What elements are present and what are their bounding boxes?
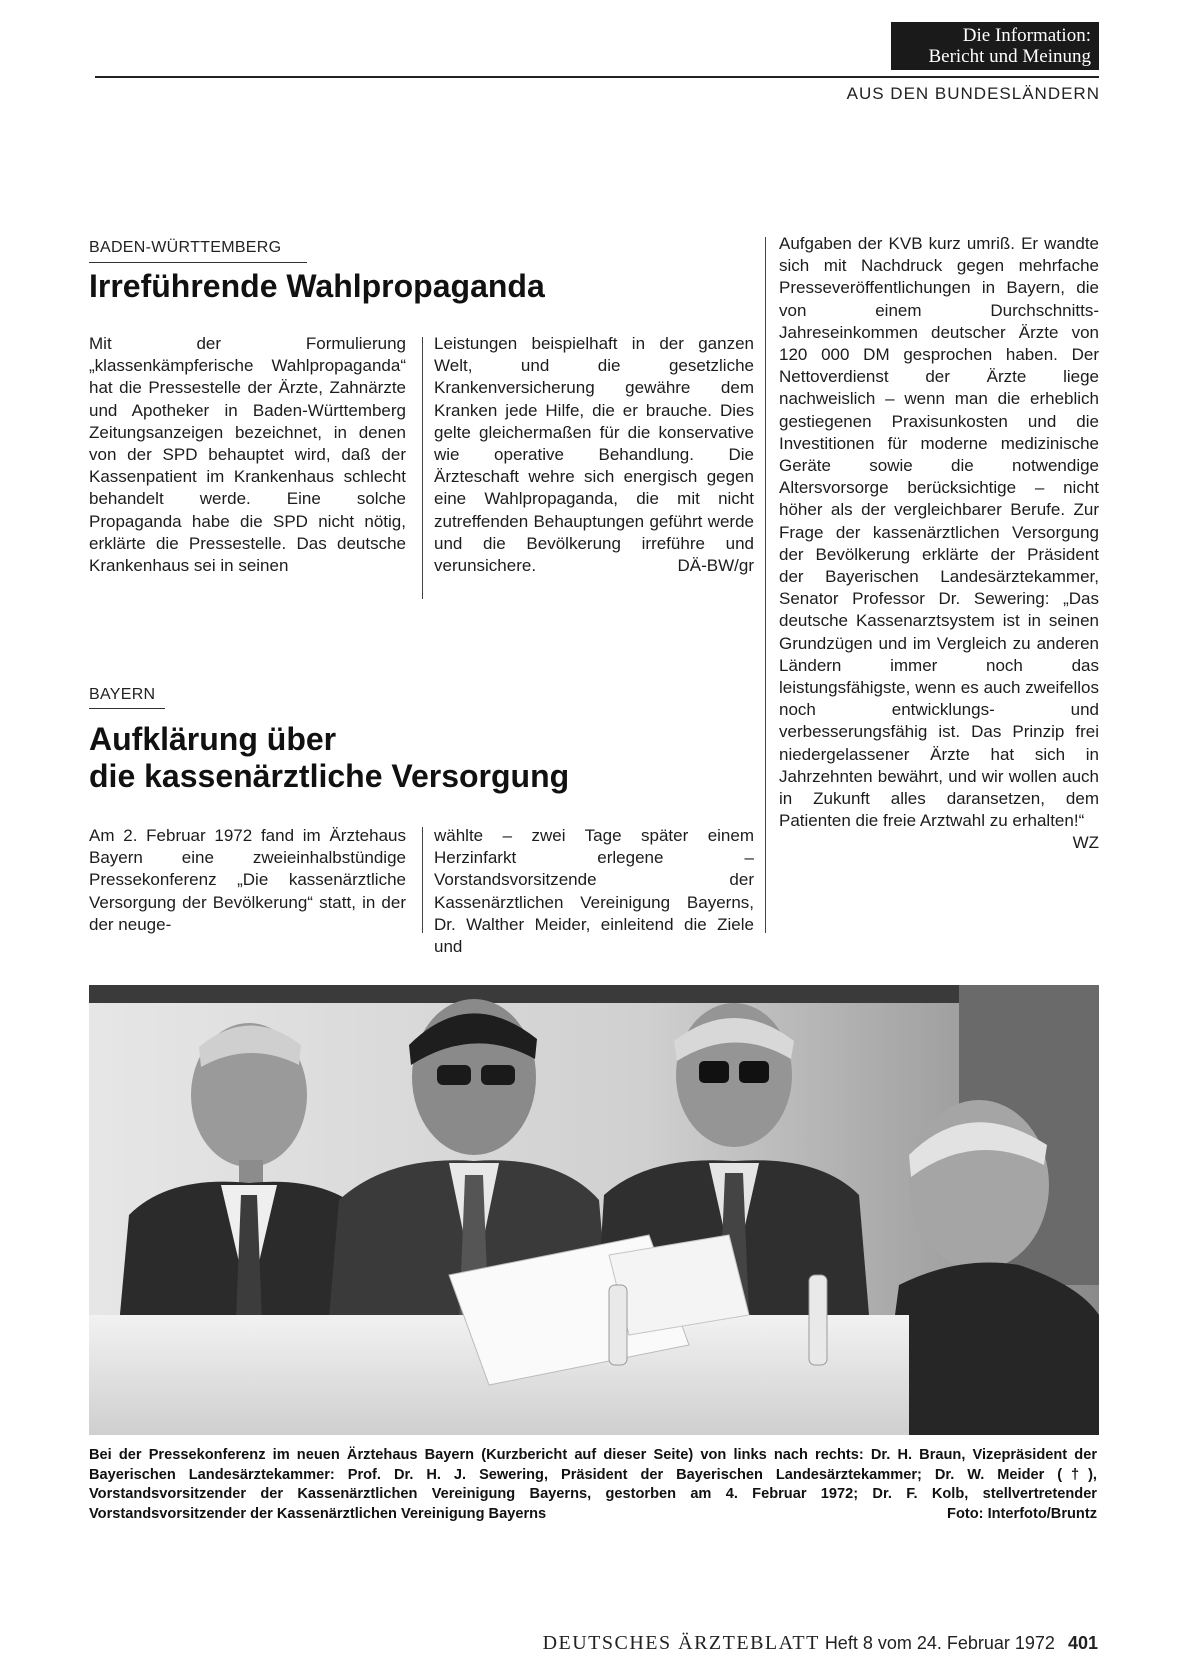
photo-caption bbox=[89, 1446, 1097, 1524]
article1-signature: DÄ-BW/gr bbox=[677, 556, 754, 576]
article2-signature: WZ bbox=[1072, 833, 1099, 853]
article1-column-divider bbox=[422, 337, 423, 599]
article2-headline bbox=[89, 721, 729, 795]
section-badge-line1: Die Information: bbox=[962, 25, 1091, 46]
article2-headline-line1: Aufklärung über bbox=[89, 721, 337, 757]
article1-headline: Irreführende Wahlpropaganda bbox=[89, 268, 545, 304]
photo-credit: Foto: Interfoto/Bruntz bbox=[947, 1505, 1097, 1522]
article1-column-2-text: Leistungen beispielhaft in der ganzen Welt, und die gesetzliche Krankenversicherung gewähre dem Kranken jede Hilfe, die er brauche. Dies gelte gleichermaßen für die konservative wie operative Behandlung. Die Ärzteschaft wehre sich energisch gegen eine Wahlpropaganda, die mit nicht zutreffenden Behauptungen geführt werde und die Bevölkerung irreführe und verunsichere. bbox=[434, 334, 754, 576]
article2-column-3-text: Aufgaben der KVB kurz umriß. Er wandte sich mit Nachdruck gegen mehrfache Presseveröffentlichungen in Bayern, die von einem Durchschnitts-Jahreseinkommen deutscher Ärzte von 120 000 DM gesprochen haben. Der Nettoverdienst der Ärzte liege nachweislich – wenn man die erheblich gestiegenen Praxisunkosten und die Investitionen für moderne medizinische Geräte sowie die notwendige Altersvorsorge berücksichtige – nicht höher als der vergleichbarer Berufe. Zur Frage der kassenärztlichen Versorgung der Bevölkerung erklärte der Präsident der Bayerischen Landesärztekammer, Senator Professor Dr. Sewering: „Das deutsche Kassenarztsystem ist in seinen Grundzügen und im Vergleich zu anderen Ländern immer noch das leistungsfähigste, wenn es auch zweifellos noch entwicklungs- und verbesserungsfähig ist. Das Prinzip frei niedergelassener Ärzte hat sich in Jahrzehnten bewährt, und wir wollen auch in Zukunft alles daransetzen, dem Patienten die freie Arztwahl zu erhalten!“ bbox=[779, 234, 1099, 831]
page-number: 401 bbox=[1067, 1633, 1098, 1653]
article1-column-1: Mit der Formulierung „klassenkämpferische Wahlpropaganda“ hat die Pressestelle der Ärzte, Zahnärzte und Apotheker in Baden-Württemberg Zeitungsanzeigen bezeichnet, in denen von der SPD behauptet wird, daß der Kassenpatient im Krankenhaus schlecht behandelt werde. Eine solche Propaganda habe die SPD nicht nötig, erklärte die Pressestelle. Das deutsche Krankenhaus sei in seinen bbox=[89, 334, 406, 576]
page-footer bbox=[543, 1632, 1098, 1655]
article1-region-rule bbox=[89, 262, 307, 263]
article1-column-2 bbox=[434, 333, 754, 577]
section-badge-line2: Bericht und Meinung bbox=[928, 46, 1091, 67]
article2-column-divider-1 bbox=[422, 827, 423, 933]
article2-column-2: wählte – zwei Tage später einem Herzinfarkt erlegene – Vorstandsvorsitzende der Kassenärztlichen Vereinigung Bayerns, Dr. Walther Meider, einleitend die Ziele und bbox=[434, 826, 754, 957]
header-rule bbox=[95, 76, 1099, 78]
article2-column-3 bbox=[779, 233, 1099, 855]
article2-region: BAYERN bbox=[89, 686, 156, 703]
article2-region-rule bbox=[89, 708, 165, 709]
section-badge bbox=[891, 22, 1099, 70]
journal-name: DEUTSCHES ÄRZTEBLATT bbox=[542, 1632, 820, 1654]
section-label: AUS DEN BUNDESLÄNDERN bbox=[846, 84, 1100, 103]
photo-caption-text: Bei der Pressekonferenz im neuen Ärztehaus Bayern (Kurzbericht auf dieser Seite) von links nach rechts: Dr. H. Braun, Vizepräsident der Bayerischen Landesärztekammer: Prof. Dr. H. J. Sewering, Präsident der Bayerischen Landesärztekammer; Dr. W. Meider (†), Vorstandsvorsitzender der Kassenärztlichen Vereinigung Bayerns, gestorben am 4. Februar 1972; Dr. F. Kolb, stellvertretender Vorstandsvorsitzender der Kassenärztlichen Vereinigung Bayerns bbox=[89, 1447, 1097, 1522]
article2-column-divider-2 bbox=[765, 237, 766, 933]
issue-info: Heft 8 vom 24. Februar 1972 bbox=[824, 1633, 1055, 1653]
article1-region: BADEN-WÜRTTEMBERG bbox=[89, 239, 282, 256]
article2-headline-line2: die kassenärztliche Versorgung bbox=[89, 758, 570, 794]
press-conference-photo bbox=[89, 985, 1099, 1435]
bottle bbox=[609, 1285, 627, 1365]
article2-column-1: Am 2. Februar 1972 fand im Ärztehaus Bayern eine zweieinhalbstündige Pressekonferenz „Die kassenärztliche Versorgung der Bevölkerung“ statt, in der der neuge- bbox=[89, 826, 406, 934]
